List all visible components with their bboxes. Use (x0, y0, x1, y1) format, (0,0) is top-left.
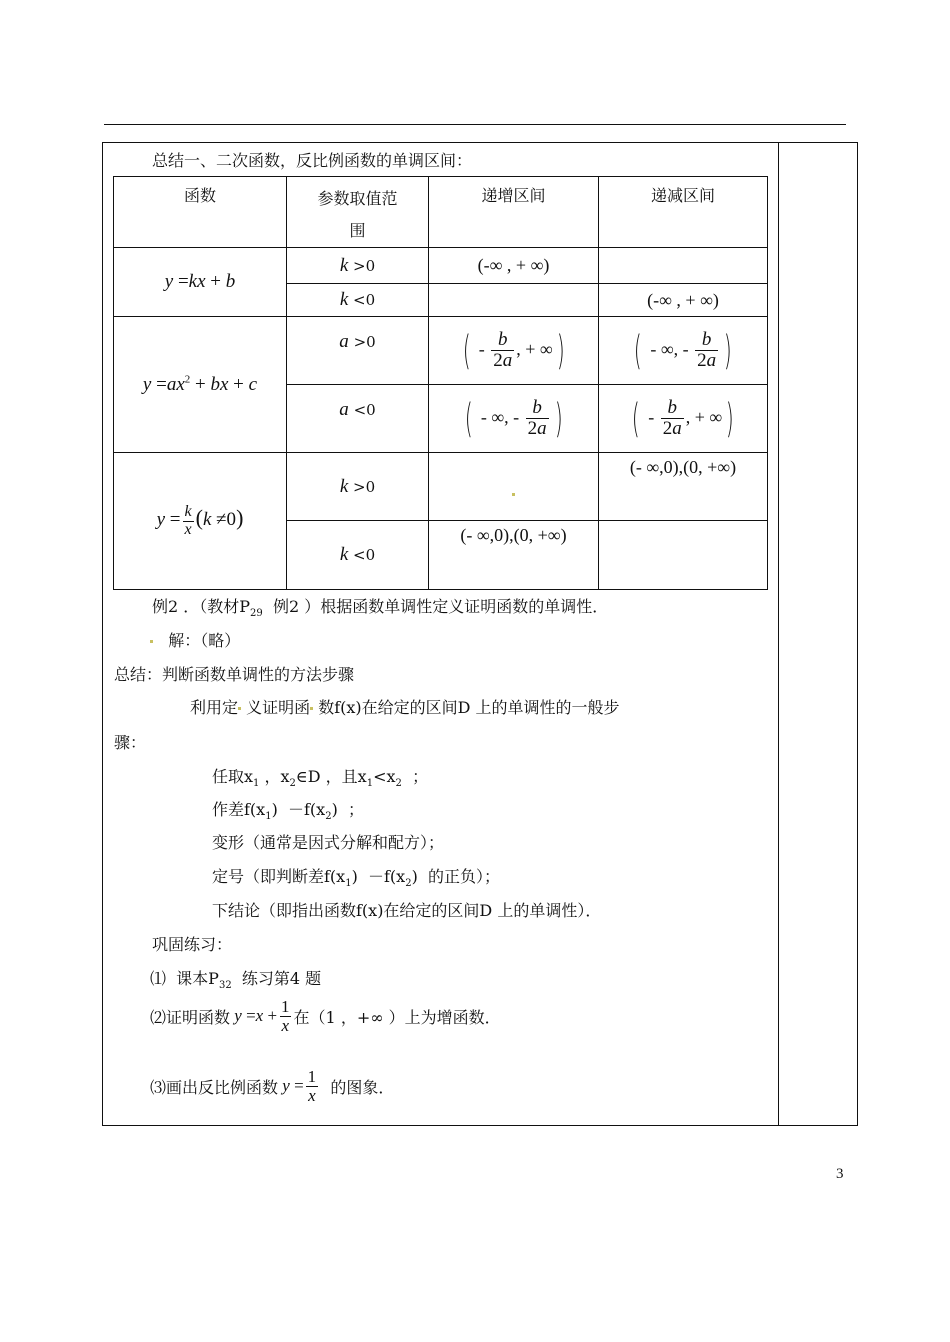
linear-increasing-positive: (-∞ , + ∞) (429, 248, 599, 284)
linear-increasing-negative (429, 284, 599, 317)
inverse-increasing-positive (429, 453, 599, 521)
header-increasing: 递增区间 (429, 177, 599, 248)
quadratic-decreasing-negative: ( - $\frac{b}{2a}$ , + ∞) (599, 385, 768, 453)
table-row (114, 248, 768, 284)
method-intro-line2: 骤： (114, 733, 147, 752)
step-5: 下结论（即指出函数f(x)在给定的区间D 上的单调性）． (212, 901, 602, 920)
table-row (114, 317, 768, 385)
stray-dot (512, 493, 515, 496)
step-2: 作差$f(x_1) -f(x_2)$ ； (212, 800, 364, 823)
header-param: 参数取值范 围 (287, 177, 429, 248)
step-3: 变形（通常是因式分解和配方）； (212, 833, 445, 852)
linear-function: y =kx + b (164, 271, 236, 292)
solution-line: 解：（略） (150, 628, 240, 651)
linear-decreasing-positive (599, 248, 768, 284)
practice-3-formula: y = $\frac{1}{x}$ (282, 1067, 317, 1105)
stray-dot (150, 640, 153, 643)
inverse-function-cell (114, 453, 287, 590)
practice-3: ⑶画出反比例函数 y = $\frac{1}{x}$ 的图象． (150, 1067, 395, 1105)
inverse-param-negative: k <0 (287, 521, 429, 590)
linear-decreasing-negative: (-∞ , + ∞) (599, 284, 768, 317)
inverse-increasing-negative: (- ∞,0),(0, +∞) (429, 521, 599, 590)
inverse-decreasing-negative (599, 521, 768, 590)
linear-param-negative: k <0 (287, 284, 429, 317)
method-title: 总结：判断函数单调性的方法步骤 (114, 665, 355, 684)
inverse-function: y = $\frac{k}{x}$ (k ≠0) (156, 502, 244, 538)
quadratic-increasing-positive: ( - $\frac{b}{2a}$ , + ∞) (429, 317, 599, 385)
quadratic-param-negative: a <0 (287, 385, 429, 453)
table-row (114, 453, 768, 521)
quadratic-function: $y =ax^2$ + bx + c (142, 373, 258, 395)
step-4: 定号（即判断差$f(x_1) -f(x_2)$ 的正负）； (212, 867, 500, 890)
page-number: 3 (836, 1166, 844, 1182)
practice-1: ⑴ 课本$P_{32}$ 练习第4 题 (150, 969, 322, 992)
quadratic-decreasing-positive: ( - ∞, - $\frac{b}{2a}$ ) (599, 317, 768, 385)
summary-title: 总结一、二次函数，反比例函数的单调区间： (152, 151, 473, 170)
header-function: 函数 (114, 177, 287, 248)
table-header-row (114, 177, 768, 248)
quadratic-increasing-negative: ( - ∞, - $\frac{b}{2a}$ ) (429, 385, 599, 453)
practice-2-formula: y = x + $\frac{1}{x}$ (234, 997, 290, 1035)
quadratic-param-positive: a >0 (287, 317, 429, 385)
inverse-decreasing-positive: (- ∞,0),(0, +∞) (599, 453, 768, 521)
linear-param-positive: k >0 (287, 248, 429, 284)
notes-column-divider (778, 143, 779, 1125)
practice-title: 巩固练习： (152, 935, 233, 954)
method-intro-line1: 利用定 义证明函 数f(x)在给定的区间D 上的单调性的一般步 (190, 698, 620, 717)
linear-function-cell (114, 248, 287, 317)
step-1: 任取$x_1$ ，$x_2\in D$ ，且$x_1<x_2$ ； (212, 767, 429, 790)
practice-2: ⑵证明函数 y = x + $\frac{1}{x}$ 在（1 ，+∞ ）上为增函数． (150, 997, 501, 1035)
header-decreasing: 递减区间 (599, 177, 768, 248)
inverse-param-positive: k >0 (287, 453, 429, 521)
header-rule (104, 124, 846, 125)
quadratic-function-cell (114, 317, 287, 453)
monotonic-interval-table (113, 176, 768, 590)
example-2: 例2 ．（教材$P_{29}$ 例2 ）根据函数单调性定义证明函数的单调性． (152, 597, 609, 620)
